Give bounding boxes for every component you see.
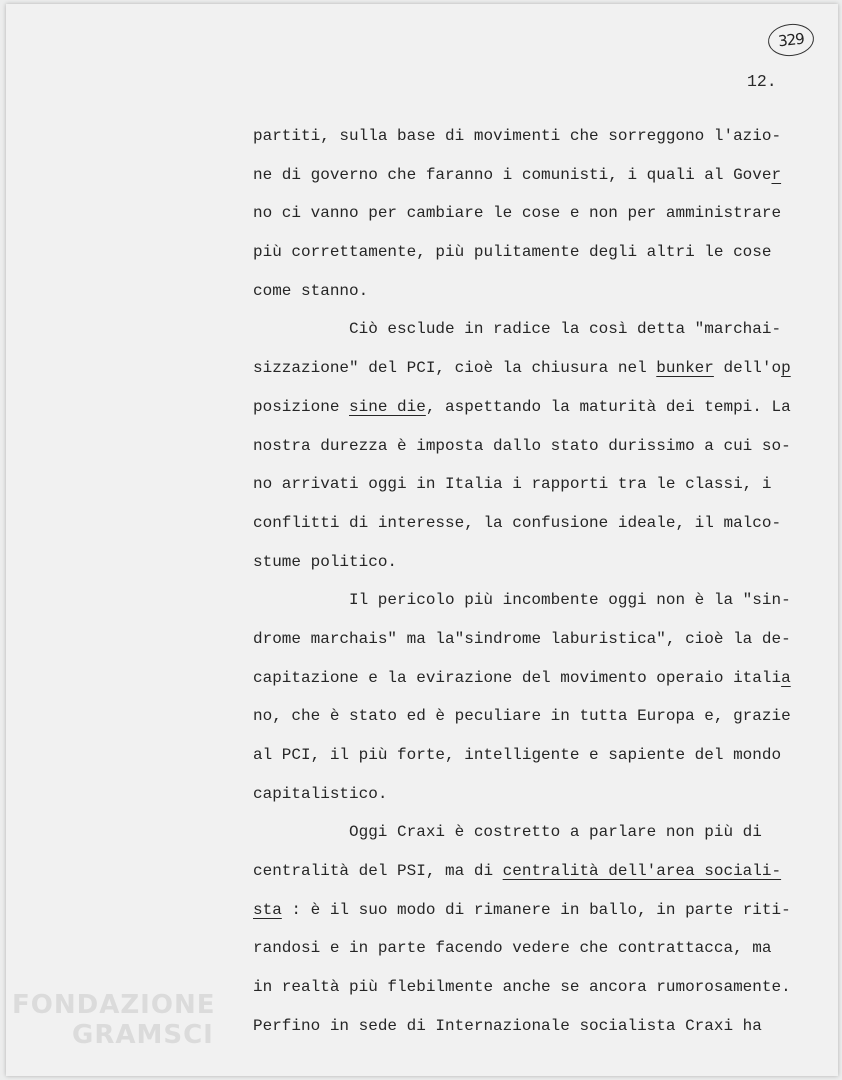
text-line [253,929,813,968]
text-segment: drome marchais" ma la"sindrome laburistica", cioè la de- [253,629,791,648]
text-segment: , aspettando la maturità dei tempi. La [425,397,791,416]
text-line [253,427,813,466]
text-line [253,156,813,195]
text-line [253,659,813,698]
underlined-text: r [771,165,782,184]
text-line [253,310,813,349]
text-segment: come stanno. [253,281,369,300]
text-segment: stume politico. [253,552,398,571]
text-line [253,852,813,891]
text-segment: no ci vanno per cambiare le cose e non per amministrare [253,204,782,223]
text-segment: no arrivati oggi in Italia i rapporti tra le classi, i [253,475,772,494]
text-segment: Il pericolo più incombente oggi non è la "sin- [349,591,791,610]
underlined-text: a [781,668,791,687]
text-line [253,736,813,775]
document-body [253,117,813,1046]
text-line [253,504,813,543]
text-segment: Perfino in sede di Internazionale socialista Craxi ha [253,1016,762,1035]
text-segment: nostra durezza è imposta dallo stato durissimo a cui so- [253,436,791,455]
text-segment: ne di governo che faranno i comunisti, i quali al Gove [253,165,772,184]
underlined-text: centralità dell'area sociali- [502,862,782,881]
text-line [253,388,813,427]
text-segment: capitalistico. [253,784,388,803]
text-line [253,117,813,156]
text-segment: al PCI, il più forte, intelligente e sapiente del mondo [253,746,782,764]
text-segment: sizzazione" del PCI, cioè la chiusura nel [253,359,657,378]
text-segment: partiti, sulla base di movimenti che sorreggono l'azio- [253,127,782,145]
text-line [253,349,813,388]
text-line [253,194,813,233]
text-segment: Ciò esclude in radice la così detta "marchai- [349,320,782,339]
text-segment: conflitti di interesse, la confusione ideale, il malco- [253,513,782,532]
text-line [253,233,813,272]
text-segment: più correttamente, più pulitamente degli altri le cose [253,243,772,262]
watermark-logo [12,990,222,1070]
text-segment: capitazione e la evirazione del movimento operaio itali [253,668,782,687]
text-line [253,543,813,582]
text-line [253,581,813,620]
text-line [253,697,813,736]
underlined-text: sta [253,900,282,919]
text-line [253,775,813,814]
watermark-line-1: FONDAZIONE [12,990,216,1020]
text-segment: Oggi Craxi è costretto a parlare non più di [349,823,762,842]
page-number: 12. [747,72,777,91]
text-segment: posizione [253,397,350,416]
text-segment: dell'o [713,359,782,378]
underlined-text: bunker [656,359,714,378]
underlined-text: sine die [349,397,426,416]
underlined-text: p [781,359,791,378]
text-line [253,1007,813,1046]
text-line [253,813,813,852]
document-page [6,4,838,1076]
archive-stamp: 329 [766,22,815,59]
text-line [253,620,813,659]
watermark-line-2: GRAMSCI [72,1020,214,1050]
text-segment: randosi e in parte facendo vedere che contrattacca, ma [253,939,772,958]
text-segment: : è il suo modo di rimanere in ballo, in parte riti- [281,900,791,919]
text-line [253,968,813,1007]
text-line [253,465,813,504]
text-segment: centralità del PSI, ma di [253,862,503,881]
text-segment: in realtà più flebilmente anche se ancora rumorosamente. [253,978,791,997]
text-segment: no, che è stato ed è peculiare in tutta Europa e, grazie [253,707,791,726]
text-line [253,272,813,311]
text-line [253,891,813,930]
